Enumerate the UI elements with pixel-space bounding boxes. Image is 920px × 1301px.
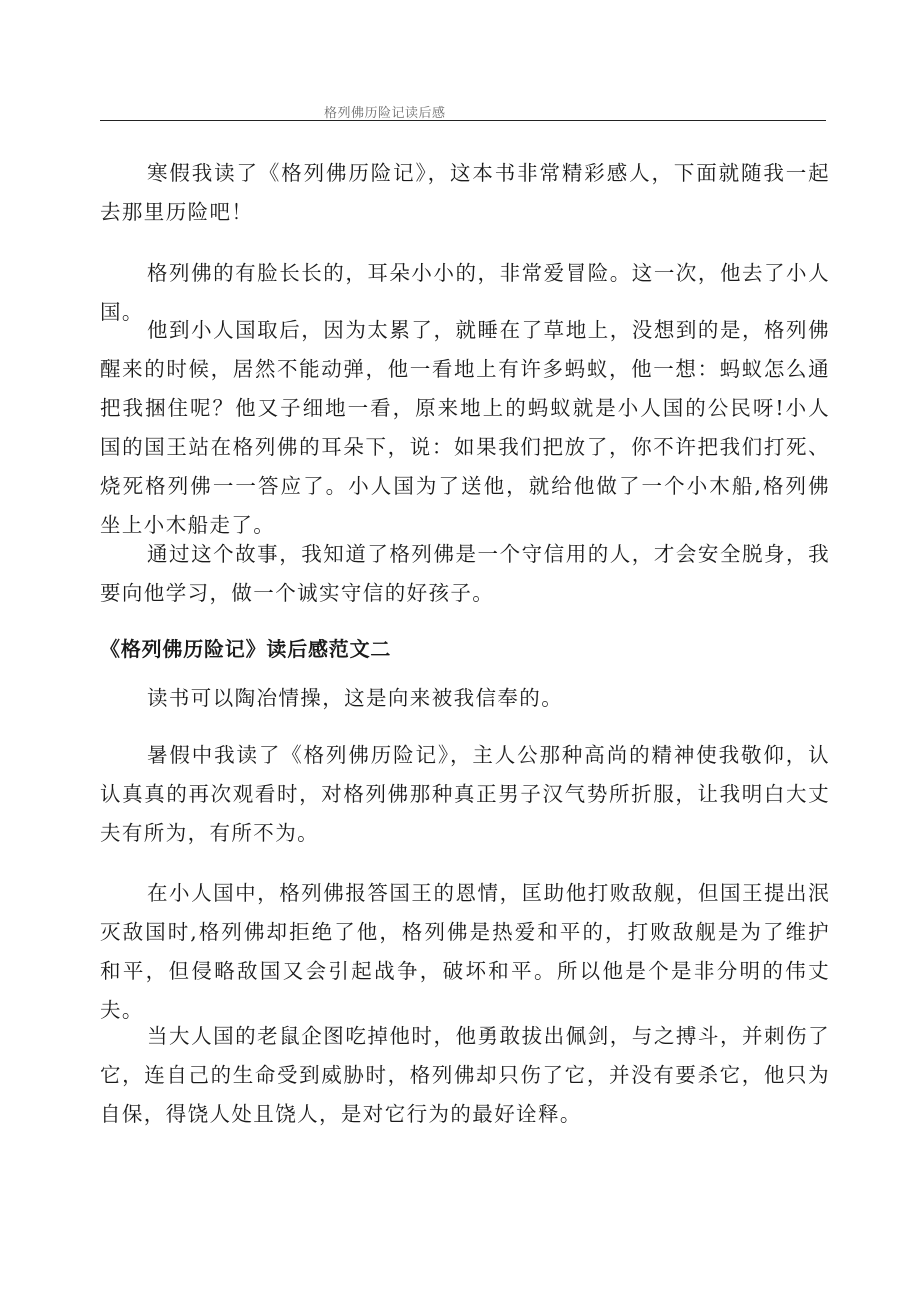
paragraph-story: 他到小人国取后，因为太累了，就睡在了草地上，没想到的是，格列佛醒来的时候，居然不能动弹，他一看地上有许多蚂蚁，他一想：蚂蚁怎么通把我捆住呢？他又子细地一看，原来地上的蚂蚁就是小人国的公民呀!小人国的国王站在格列佛的耳朵下，说：如果我们把放了，你不许把我们打死、烧死格列佛一一答应了。小人国为了送他，就给他做了一个小木船,格列佛坐上小木船走了。: [100, 318, 830, 537]
paragraph-conclusion: 通过这个故事，我知道了格列佛是一个守信用的人，才会安全脱身，我要向他学习，做一个诚实守信的好孩子。: [100, 542, 830, 605]
paragraph-intro: 寒假我读了《格列佛历险记》，这本书非常精彩感人，下面就随我一起去那里历险吧！: [100, 161, 830, 224]
running-header: [100, 101, 826, 121]
section2-paragraph-3: 在小人国中，格列佛报答国王的恩情，匡助他打败敌舰，但国王提出泯灭敌国时,格列佛却拒绝了他，格列佛是热爱和平的，打败敌舰是为了维护和平，但侵略敌国又会引起战争，破坏和平。所以他是个是非分明的伟丈夫。: [100, 881, 830, 1022]
header-title: 格列佛历险记读后感: [324, 106, 446, 121]
section2-paragraph-1: 读书可以陶冶情操，这是向来被我信奉的。: [147, 686, 564, 710]
paragraph-description: 格列佛的有脸长长的，耳朵小小的，非常爱冒险。这一次，他去了小人国。: [100, 261, 830, 324]
section2-paragraph-2: 暑假中我读了《格列佛历险记》，主人公那种高尚的精神使我敬仰，认认真真的再次观看时，对格列佛那种真正男子汉气势所折服，让我明白大丈夫有所为，有所不为。: [100, 743, 830, 845]
section2-paragraph-4: 当大人国的老鼠企图吃掉他时，他勇敢拔出佩剑，与之搏斗，并刺伤了它，连自己的生命受到威胁时，格列佛却只伤了它，并没有要杀它，他只为自保，得饶人处且饶人，是对它行为的最好诠释。: [100, 1024, 830, 1126]
section-title: 《格列佛历险记》读后感范文二: [100, 637, 392, 661]
